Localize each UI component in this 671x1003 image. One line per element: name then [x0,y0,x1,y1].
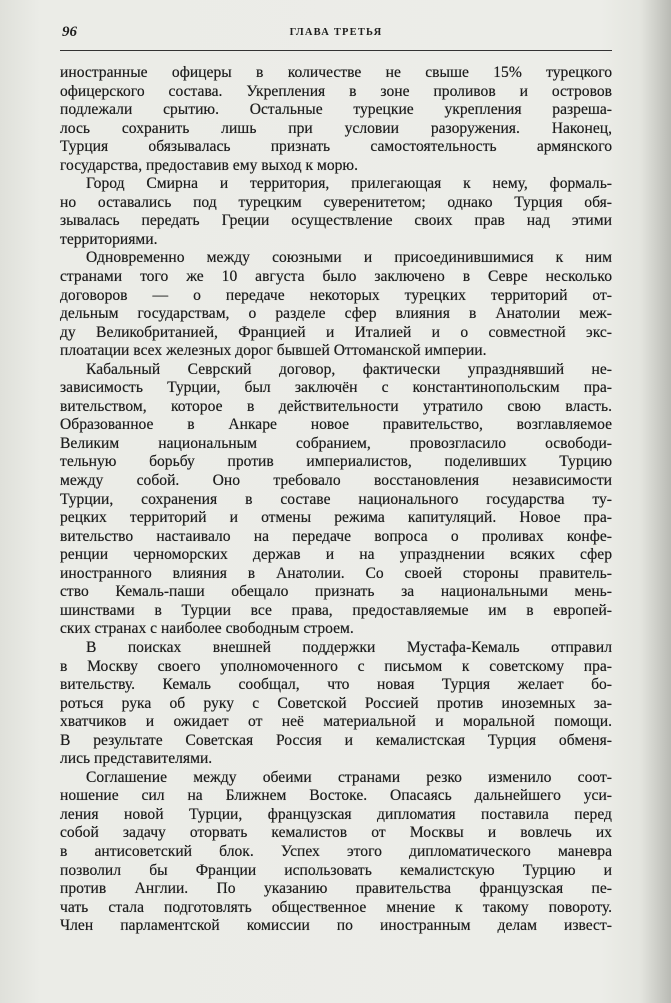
text-line: ство Кемаль-паши обещало признать за национальными мень- [60,583,612,601]
text-line: В результате Советская Россия и кемалистская Турция обменя- [60,731,612,749]
text-line: ношение сил на Ближнем Востоке. Опасаясь дальнейшего уси- [60,787,612,805]
text-line: Образованное в Анкаре новое правительство, возглавляемое [60,416,612,434]
text-line: Турция обязывалась признать самостоятельность армянского [60,138,612,156]
text-line: ду Великобританией, Францией и Италией и о совместной экс- [60,323,612,341]
text-line: роться рука об руку с Советской Россией против иноземных за- [60,694,612,712]
text-line: ления новой Турции, французская дипломатия поставила перед [60,805,612,823]
paragraph [60,249,612,360]
text-line: иностранного влияния в Анатолии. Со своей стороны правитель- [60,564,612,582]
text-line: подлежали срытию. Остальные турецкие укрепления разреша- [60,101,612,119]
text-line: Член парламентской комиссии по иностранным делам извест- [60,917,612,935]
text-line: государства, предоставив ему выход к морю. [60,156,358,174]
text-line: ских странах с наиболее свободным строем. [60,620,354,638]
text-line: против Англии. По указанию правительства французская пе- [60,880,612,898]
text-line: Турции, сохранения в составе национального государства ту- [60,490,612,508]
text-line: Соглашение между обеими странами резко изменило соот- [86,768,612,786]
text-line: в Москву своего уполномоченного с письмом к советскому пра- [60,657,612,675]
header-rule [60,50,612,51]
text-line: зывалась передать Греции осуществление своих прав над этими [60,212,612,230]
paragraph [60,64,612,175]
text-line: вительству. Кемаль сообщал, что новая Турция желает бо- [60,676,612,694]
text-line: В поисках внешней поддержки Мустафа-Кемаль отправил [86,638,612,656]
text-line: плоатации всех железных дорог бывшей Оттоманской империи. [60,342,487,360]
paragraph [60,639,612,769]
text-line: шинствами в Турции все права, предоставляемые им в европей- [60,601,612,619]
text-line: собой задачу оторвать кемалистов от Москвы и вовлечь их [60,824,612,842]
text-line: Город Смирна и территория, прилегающая к нему, формаль- [86,175,612,193]
text-line: Кабальный Севрский договор, фактически упразднявший не- [86,360,612,378]
text-line: Великим национальным собранием, провозгласило освободи- [60,434,612,452]
page-header [60,22,612,52]
text-line: лось сохранить лишь при условии разоружения. Наконец, [60,119,612,137]
text-line: странами того же 10 августа было заключено в Севре несколько [60,268,612,286]
page-number: 96 [62,24,77,40]
text-line: офицерского состава. Укрепления в зоне проливов и островов [60,82,612,100]
text-line: ренции черноморских держав и на упразднении всяких сфер [60,546,612,564]
text-line: но оставались под турецким суверенитетом; однако Турция обя- [60,193,612,211]
text-line: вительством, которое в действительности утратило свою власть. [60,397,612,415]
text-line: между собой. Оно требовало восстановления независимости [60,472,612,490]
text-line: рецких территорий и отмены режима капитуляций. Новое пра- [60,509,612,527]
paragraph [60,175,612,249]
paragraph [60,769,612,936]
text-line: чать стала подготовлять общественное мнение к такому повороту. [60,898,612,916]
text-line: территориями. [60,230,158,248]
running-head: ГЛАВА ТРЕТЬЯ [289,27,383,38]
body-text [60,64,612,936]
text-line: иностранные офицеры в количестве не свыше 15% турецкого [60,64,612,81]
text-line: хватчиков и ожидает от неё материальной и моральной помощи. [60,713,612,731]
text-line: Одновременно между союзными и присоединившимися к ним [86,249,612,267]
text-line: позволил бы Франции использовать кемалистскую Турцию и [60,861,612,879]
paragraph [60,361,612,639]
text-line: лись представителями. [60,750,213,768]
text-line: договоров — о передаче некоторых турецких территорий от- [60,286,612,304]
text-line: зависимость Турции, был заключён с константинопольским пра- [60,379,612,397]
text-line: вительство настаивало на передаче вопроса о проливах конфе- [60,527,612,545]
text-line: в антисоветский блок. Успех этого дипломатического маневра [60,842,612,860]
text-line: тельную борьбу против империалистов, поделивших Турцию [60,453,612,471]
text-line: дельным государствам, о разделе сфер влияния в Анатолии меж- [60,305,612,323]
